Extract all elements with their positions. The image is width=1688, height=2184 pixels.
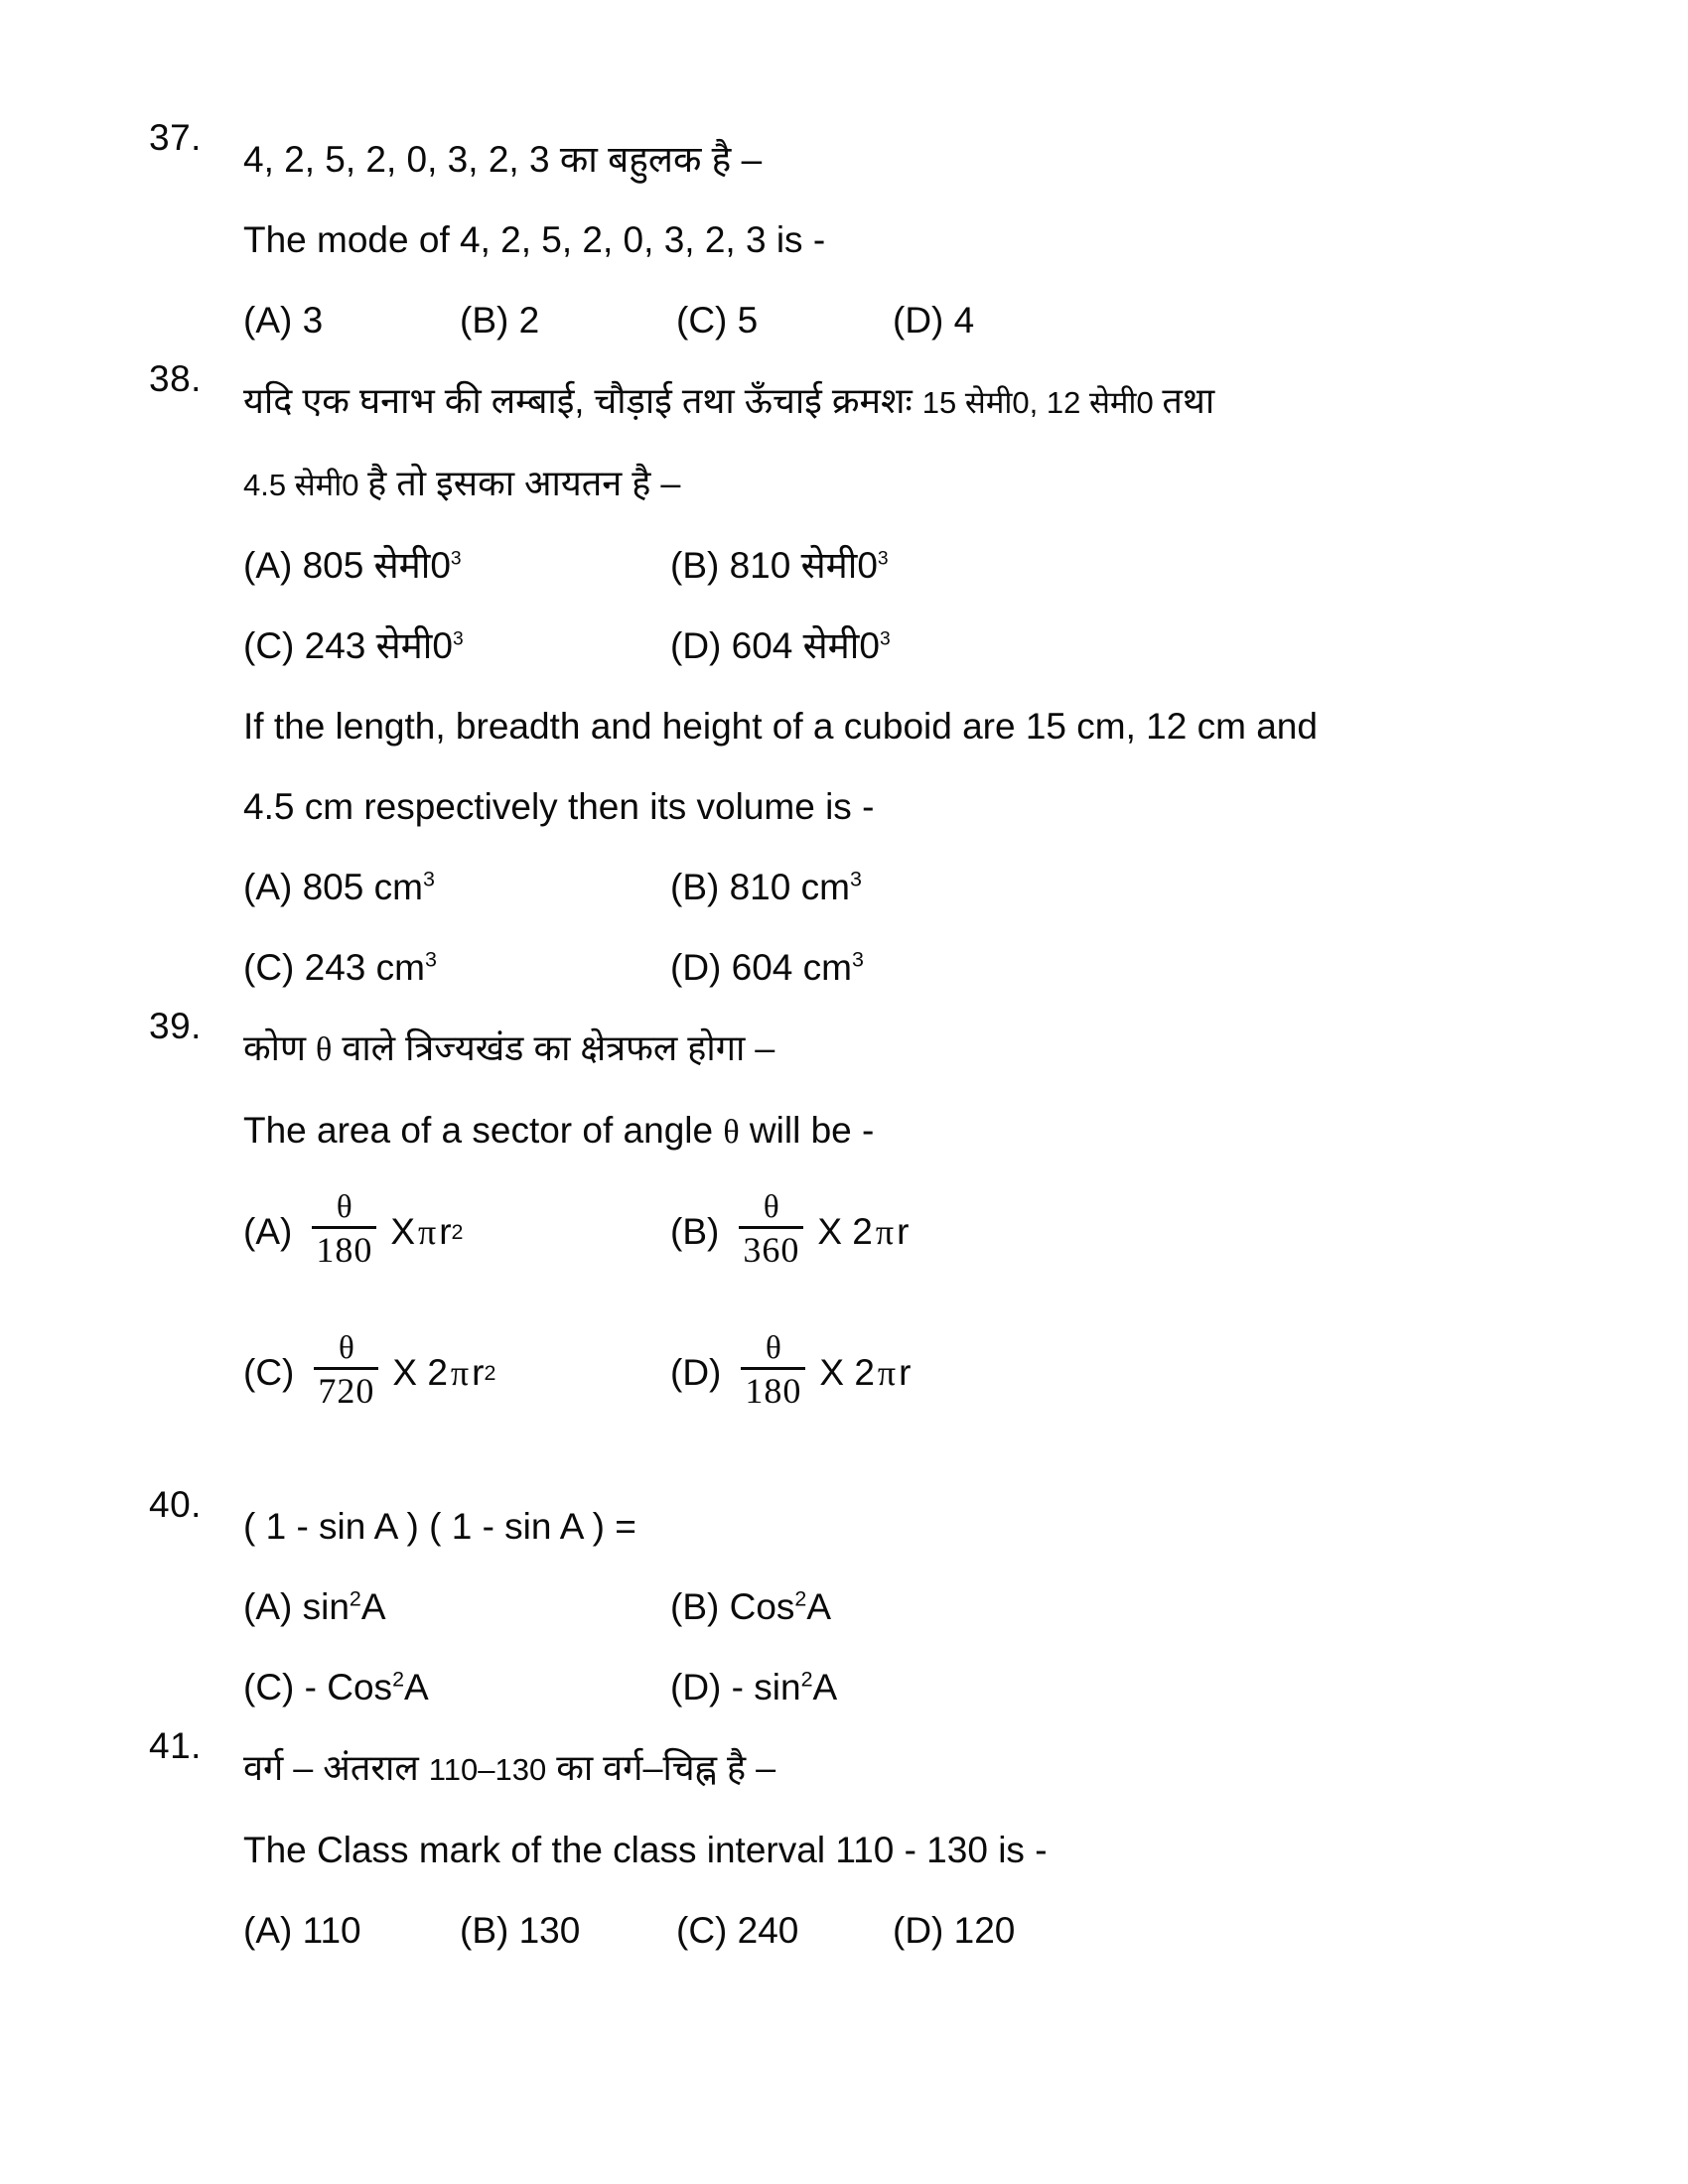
option-value: 604 सेमी0: [731, 625, 880, 666]
option-label: (C): [243, 1667, 295, 1707]
question-text-hindi-line1: [243, 360, 1539, 443]
option-value: 130: [518, 1910, 581, 1951]
option-b[interactable]: [670, 1172, 909, 1292]
options-spacer: [243, 1292, 1539, 1313]
question-text-english: The mode of 4, 2, 5, 2, 0, 3, 2, 3 is -: [243, 219, 826, 260]
hindi-segment: कोण: [243, 1027, 317, 1068]
option-superscript: 3: [852, 947, 864, 972]
hindi-segment-tail: वाले त्रिज्यखंड का क्षेत्रफल होगा –: [332, 1027, 775, 1068]
options-row-english-2: [243, 927, 1539, 1008]
question-text-hindi: 4, 2, 5, 2, 0, 3, 2, 3 का बहुलक है –: [243, 139, 763, 180]
option-label: (D): [670, 1352, 722, 1393]
option-superscript: 3: [425, 947, 437, 972]
option-label: (A): [243, 1211, 293, 1252]
option-c[interactable]: [243, 1647, 670, 1727]
option-c[interactable]: [676, 1890, 893, 1971]
hindi-segment-tail: का वर्ग–चिह्न है –: [546, 1747, 776, 1788]
option-value: 5: [737, 300, 759, 341]
exponent: 2: [800, 1667, 813, 1692]
option-value: 2: [518, 300, 540, 341]
option-value: 805 सेमी0: [302, 545, 451, 586]
option-b[interactable]: [460, 1890, 676, 1971]
question-39: [149, 1008, 1539, 1433]
fraction-numerator: θ: [336, 1189, 352, 1225]
option-label: (B): [670, 1586, 720, 1627]
option-label: (D): [893, 300, 944, 341]
pi-symbol: π: [418, 1212, 437, 1252]
option-value: 240: [737, 1910, 799, 1951]
option-label: (C): [676, 1910, 728, 1951]
option-base: - sin: [731, 1667, 801, 1707]
fraction: [312, 1190, 376, 1270]
option-base: - Cos: [304, 1667, 393, 1707]
option-label: (C): [676, 300, 728, 341]
exponent: 2: [392, 1667, 404, 1692]
pi-symbol: π: [877, 1353, 897, 1393]
option-a[interactable]: [243, 280, 460, 360]
fraction-bar: [739, 1226, 803, 1229]
option-label: (D): [670, 1667, 722, 1707]
exponent: 2: [349, 1586, 361, 1611]
option-a[interactable]: (A) $\frac{\theta}{180}$ X π r 2: [243, 1172, 670, 1292]
fraction-denominator: 360: [743, 1230, 800, 1270]
options-row-english-1: [243, 847, 1539, 927]
option-value: 243 cm: [304, 947, 425, 988]
option-d[interactable]: [893, 1890, 1109, 1971]
options-row-1: [243, 1567, 1539, 1647]
option-a-english[interactable]: [243, 847, 670, 927]
option-label: (C): [243, 625, 295, 666]
hindi-segment: यदि एक घनाभ की लम्बाई, चौड़ाई तथा ऊँचाई क्रमशः: [243, 380, 922, 421]
option-value: 3: [302, 300, 324, 341]
option-label: (B): [460, 300, 509, 341]
question-41: [149, 1727, 1539, 1971]
option-b-hindi[interactable]: [670, 525, 1097, 606]
question-number: 39.: [149, 1006, 202, 1046]
option-value: 805 cm: [302, 867, 423, 907]
radius-symbol: r: [439, 1211, 452, 1252]
hindi-segment: वर्ग – अंतराल: [243, 1747, 429, 1788]
question-number: 37.: [149, 117, 202, 158]
option-a-hindi[interactable]: [243, 525, 670, 606]
question-number: 41.: [149, 1725, 202, 1766]
multiply-symbol: X 2: [817, 1211, 873, 1252]
option-value: 110: [302, 1910, 361, 1951]
question-38: [149, 360, 1539, 1008]
option-base: sin: [302, 1586, 350, 1627]
option-label: (A): [243, 1910, 293, 1951]
fraction-denominator: 180: [316, 1230, 373, 1270]
option-base: Cos: [729, 1586, 795, 1627]
options-row: [243, 280, 1539, 360]
option-c[interactable]: (C) $\frac{\theta}{720}$ X 2 π r 2: [243, 1313, 670, 1433]
radius-symbol: r: [897, 1211, 910, 1252]
option-label: (C): [243, 1352, 295, 1393]
question-text-hindi: [243, 1008, 1539, 1090]
options-row: [243, 1890, 1539, 1971]
options-row-2: [243, 1647, 1539, 1727]
option-label: (A): [243, 867, 293, 907]
question-text-hindi-line2: [243, 443, 1539, 525]
option-superscript: 3: [877, 548, 889, 570]
question-text-english: [243, 1090, 1539, 1172]
option-label: (A): [243, 300, 293, 341]
option-superscript: 3: [422, 867, 435, 891]
hindi-segment-tail: तथा: [1162, 380, 1215, 421]
multiply-symbol: X 2: [819, 1352, 875, 1393]
english-segment-tail: will be -: [739, 1110, 875, 1151]
option-superscript: 3: [452, 628, 464, 650]
option-c-english[interactable]: [243, 927, 670, 1008]
option-label: (A): [243, 545, 293, 586]
question-number: 38.: [149, 358, 202, 399]
option-b[interactable]: [670, 1567, 1097, 1647]
radius-symbol: r: [899, 1352, 912, 1393]
option-superscript: 3: [879, 628, 891, 650]
option-d-english[interactable]: [670, 927, 1097, 1008]
option-label: (A): [243, 1586, 293, 1627]
option-c-hindi[interactable]: [243, 606, 670, 686]
option-d-hindi[interactable]: [670, 606, 1097, 686]
option-b-english[interactable]: [670, 847, 1097, 927]
option-label: (D): [670, 625, 722, 666]
fraction-bar: [741, 1367, 805, 1370]
option-label: (B): [670, 1211, 720, 1252]
pi-symbol: π: [875, 1212, 895, 1252]
section-spacer: [149, 1433, 1539, 1486]
radius-symbol: r: [472, 1352, 485, 1393]
options-row-hindi-2: [243, 606, 1539, 686]
option-label: (B): [460, 1910, 509, 1951]
option-value: 120: [953, 1910, 1016, 1951]
option-superscript: 3: [849, 867, 862, 891]
pi-symbol: π: [450, 1353, 470, 1393]
option-a[interactable]: [243, 1567, 670, 1647]
theta-symbol: θ: [316, 1031, 333, 1068]
question-text-english-line2: 4.5 cm respectively then its volume is -: [243, 786, 875, 827]
option-value: 810 सेमी0: [729, 545, 878, 586]
fraction-bar: [314, 1367, 378, 1370]
fraction-denominator: 180: [745, 1371, 802, 1411]
fraction-bar: [312, 1226, 376, 1229]
option-label: (C): [243, 947, 295, 988]
option-superscript: 3: [450, 548, 462, 570]
fraction: [741, 1331, 805, 1411]
options-row-hindi-1: [243, 525, 1539, 606]
option-d[interactable]: [893, 280, 1109, 360]
hindi-segment: है तो इसका आयतन है –: [367, 463, 681, 503]
hindi-measure-segment: 15 सेमी0, 12 सेमी0: [921, 385, 1163, 420]
option-after: A: [360, 1586, 386, 1627]
question-37: [149, 119, 1539, 360]
question-text-hindi: [243, 1727, 1539, 1810]
option-d[interactable]: [670, 1647, 1097, 1727]
option-d[interactable]: [670, 1313, 911, 1433]
option-value: 243 सेमी0: [304, 625, 453, 666]
option-after: A: [404, 1667, 429, 1707]
option-b[interactable]: [460, 280, 676, 360]
options-row-2: [243, 1313, 1539, 1433]
fraction: [739, 1190, 803, 1270]
fraction-denominator: 720: [318, 1371, 375, 1411]
option-after: A: [806, 1586, 832, 1627]
option-a[interactable]: [243, 1890, 460, 1971]
fraction-numerator: θ: [765, 1330, 781, 1366]
english-segment: The area of a sector of angle: [243, 1110, 724, 1151]
hindi-measure-segment: 4.5 सेमी0: [243, 468, 368, 502]
option-c[interactable]: [676, 280, 893, 360]
options-row-1: [243, 1172, 1539, 1292]
fraction: [314, 1331, 378, 1411]
exponent: 2: [794, 1586, 807, 1611]
theta-symbol: θ: [723, 1114, 740, 1151]
multiply-symbol: X 2: [392, 1352, 448, 1393]
question-number: 40.: [149, 1484, 202, 1525]
question-text-english: The Class mark of the class interval 110 - 130 is -: [243, 1830, 1048, 1870]
hindi-interval-value: 110–130: [428, 1752, 547, 1787]
multiply-symbol: X: [390, 1211, 416, 1252]
option-label: (D): [893, 1910, 944, 1951]
option-value: 604 cm: [731, 947, 852, 988]
option-label: (D): [670, 947, 722, 988]
option-label: (B): [670, 545, 720, 586]
question-text: ( 1 - sin A ) ( 1 - sin A ) =: [243, 1506, 636, 1547]
fraction-numerator: θ: [338, 1330, 354, 1366]
question-40: [149, 1486, 1539, 1727]
option-value: 4: [953, 300, 975, 341]
fraction-numerator: θ: [763, 1189, 779, 1225]
question-text-english-line1: If the length, breadth and height of a cuboid are 15 cm, 12 cm and: [243, 706, 1318, 747]
option-value: 810 cm: [729, 867, 850, 907]
option-label: (B): [670, 867, 720, 907]
option-after: A: [812, 1667, 838, 1707]
